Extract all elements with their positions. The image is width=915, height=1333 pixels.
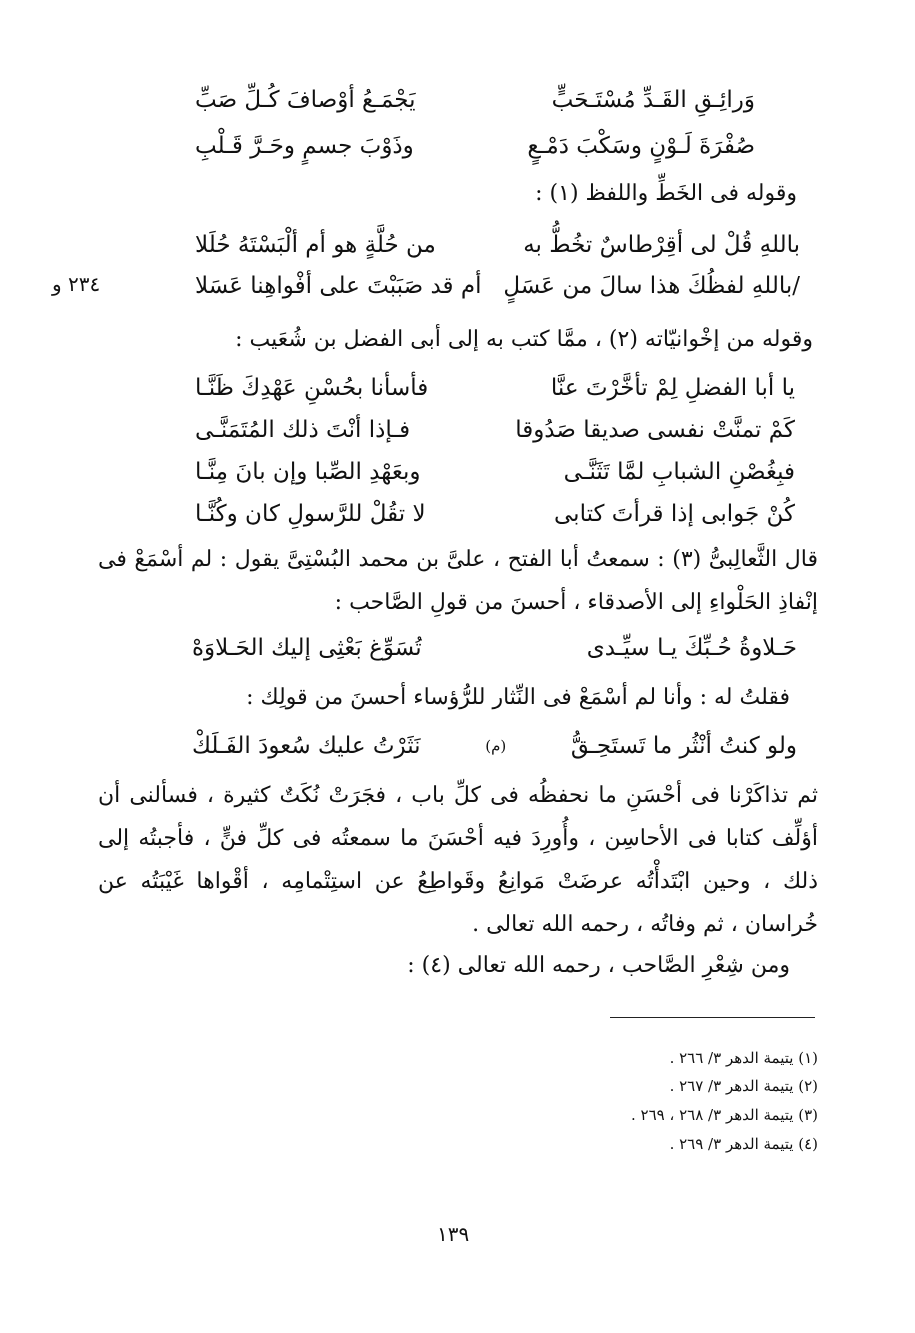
verse-hemistich-second: تُسَوِّغ بَعْثِى إليك الحَـلاوَهْ [192, 635, 422, 661]
verse-hemistich-first: يا أبا الفضلِ لِمْ تأخَّرْتَ عنَّا [550, 375, 795, 401]
footnote-rule [610, 1017, 815, 1018]
verse-hemistich-first: صُفْرَةَ لَـوْنٍ وسَكْبَ دَمْـعٍ [527, 133, 755, 159]
verse-hemistich-second: نَثَرْتُ عليك سُعودَ الفَـلَكْ [192, 733, 421, 759]
verse-hemistich-second: من حُلَّةٍ هو أم ألْبَسْتَهُ حُلَلا [195, 232, 436, 258]
verse-hemistich-first: ولو كنتُ أنْثُر ما تَستَحِـقُّ [570, 733, 797, 759]
footnote: (٣) يتيمة الدهر ٣/ ٢٦٨ ، ٢٦٩ . [631, 1106, 818, 1124]
verse-marker: (م) [485, 737, 507, 755]
verse-hemistich-first: فبِغُصْنِ الشبابِ لمَّا تَثَنَّـى [563, 459, 795, 485]
verse-hemistich-first: وَرائِـقِ القَـدِّ مُسْتَـحَبٍّ [551, 87, 755, 113]
verse-hemistich-second: لا تقُلْ للرَّسولِ كان وكُنَّـا [195, 501, 426, 527]
verse-line [195, 452, 795, 492]
verse-hemistich-second: وذَوْبَ جسمٍ وحَـرَّ قَـلْبِ [195, 133, 414, 159]
verse-line [192, 726, 797, 766]
prose-paragraph: قال الثَّعالِبىُّ (٣) : سمعتُ أبا الفتح ، علىَّ بن محمد البُسْتِىَّ يقول : لم أسْمَعْ فى إنْفاذِ الحَلْواءِ إلى الأصدقاء ، أحسنَ من قولِ الصَّاحب : [98, 547, 818, 615]
verse-line [192, 628, 797, 668]
verse-hemistich-first: باللهِ قُلْ لى أقِرْطاسٌ تخُطُّ به [523, 232, 800, 258]
verse-hemistich-first: كُنْ جَوابى إذا قرأتَ كتابى [554, 501, 795, 527]
manuscript-folio-marker: ٢٣٤ و [52, 272, 101, 296]
verse-hemistich-second: فـإذا أنْتَ ذلك المُتَمَنَّـى [195, 417, 411, 443]
verse-line [195, 494, 795, 534]
footnote: (١) يتيمة الدهر ٣/ ٢٦٦ . [669, 1049, 818, 1067]
intro-line: وقوله من إخْوانيّاته (٢) ، ممَّا كتب به إلى أبى الفضل بن شُعَيب : [235, 327, 813, 352]
footnote: (٤) يتيمة الدهر ٣/ ٢٦٩ . [669, 1135, 818, 1153]
footnote: (٢) يتيمة الدهر ٣/ ٢٦٧ . [669, 1077, 818, 1095]
verse-line [195, 225, 800, 265]
intro-line: وقوله فى الخَطِّ واللفظ (١) : [535, 181, 797, 206]
prose-line: ومن شِعْرِ الصَّاحب ، رحمه الله تعالى (٤) : [407, 953, 790, 978]
verse-hemistich-first: كَمْ تمنَّتْ نفسى صديقا صَدُوقا [515, 417, 795, 443]
verse-hemistich-second: يَجْمَـعُ أوْصافَ كُـلِّ صَبِّ [195, 87, 416, 113]
verse-line [195, 126, 755, 166]
verse-hemistich-first: حَـلاوةُ حُـبِّكَ يـا سيِّـدى [586, 635, 797, 661]
verse-hemistich-second: أم قد صَبَبْتَ على أفْواهِنا عَسَلا [195, 273, 482, 299]
verse-line [195, 80, 755, 120]
verse-hemistich-second: وبعَهْدِ الصِّبا وإن بانَ مِنَّـا [195, 459, 421, 485]
verse-line [195, 266, 800, 306]
prose-paragraph: ثم تذاكَرْنا فى أحْسَنِ ما نحفظُه فى كلِّ باب ، فجَرَتْ نُكَتٌ كثيرة ، فسألنى أن أؤلِّف كتابا فى الأحاسِن ، وأُورِدَ فيه أحْسَنَ ما سمعتُه فى كلِّ فنٍّ ، فأجبتُه إلى ذلك ، وحين ابْتَدأْتُه عرضَتْ مَوانِعُ وقَواطِعُ عن استِتْمامِه ، أقْواها غَيْبَتُه عن خُراسان ، ثم وفاتُه ، رحمه الله تعالى . [98, 783, 818, 937]
verse-line [195, 410, 795, 450]
verse-line [195, 368, 795, 408]
verse-hemistich-first: /باللهِ لفظُكَ هذا سالَ من عَسَلٍ [503, 273, 800, 299]
prose-line: فقلتُ له : وأنا لم أسْمَعْ فى النِّثار للرُّؤساء أحسنَ من قولِك : [246, 685, 790, 710]
page-number: ١٣٩ [437, 1222, 470, 1246]
verse-hemistich-second: فأسأنا بحُسْنِ عَهْدِكَ ظَنَّـا [195, 375, 429, 401]
